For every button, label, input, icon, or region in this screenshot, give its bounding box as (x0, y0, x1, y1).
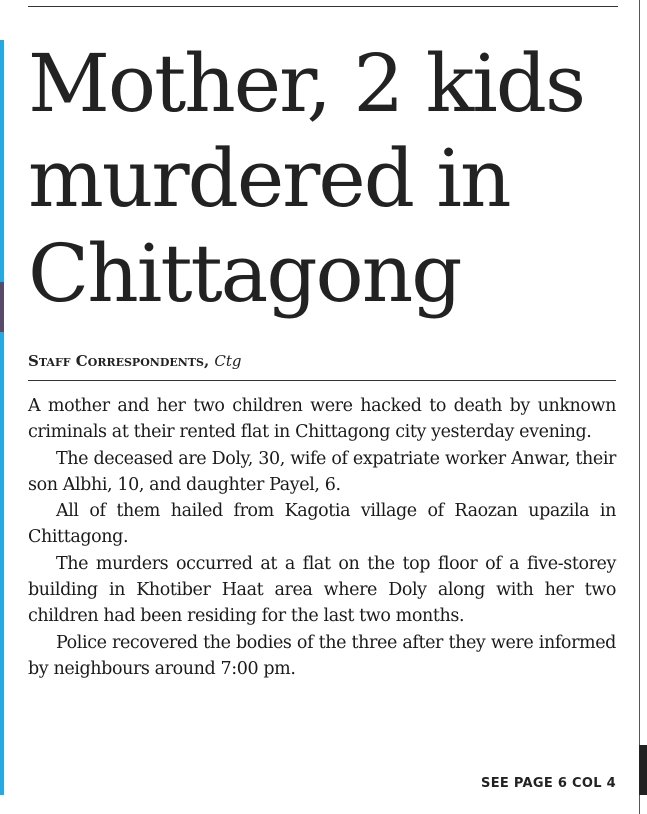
paragraph-3: All of them hailed from Kagotia village of Raozan upazila in Chittagong. (28, 501, 616, 548)
paragraph-1: A mother and her two children were hacked to death by unknown criminals at their rented flat in Chittagong city yesterday evening. (28, 396, 616, 443)
byline-rule (28, 380, 616, 381)
byline-place: Ctg (214, 352, 242, 370)
top-rule (28, 6, 618, 7)
right-edge-mark (639, 745, 647, 795)
byline-author: Staff Correspondents, (28, 352, 210, 370)
continued-jump-line: SEE PAGE 6 COL 4 (481, 776, 616, 791)
headline: Mother, 2 kids murdered in Chittagong (28, 37, 585, 320)
left-accent-bar (0, 40, 4, 795)
article-body (28, 393, 616, 682)
byline (28, 352, 618, 370)
paragraph-2: The deceased are Doly, 30, wife of expatriate worker Anwar, their son Albhi, 10, and daughter Payel, 6. (28, 448, 616, 495)
paragraph-5: Police recovered the bodies of the three after they were informed by neighbours around 7:00 pm. (28, 632, 616, 679)
right-column-edge (639, 0, 640, 814)
paragraph-4: The murders occurred at a flat on the top floor of a five-storey building in Khotiber Haat area where Doly along with her two children had been residing for the last two months. (28, 553, 616, 627)
left-accent-mark (0, 282, 4, 332)
